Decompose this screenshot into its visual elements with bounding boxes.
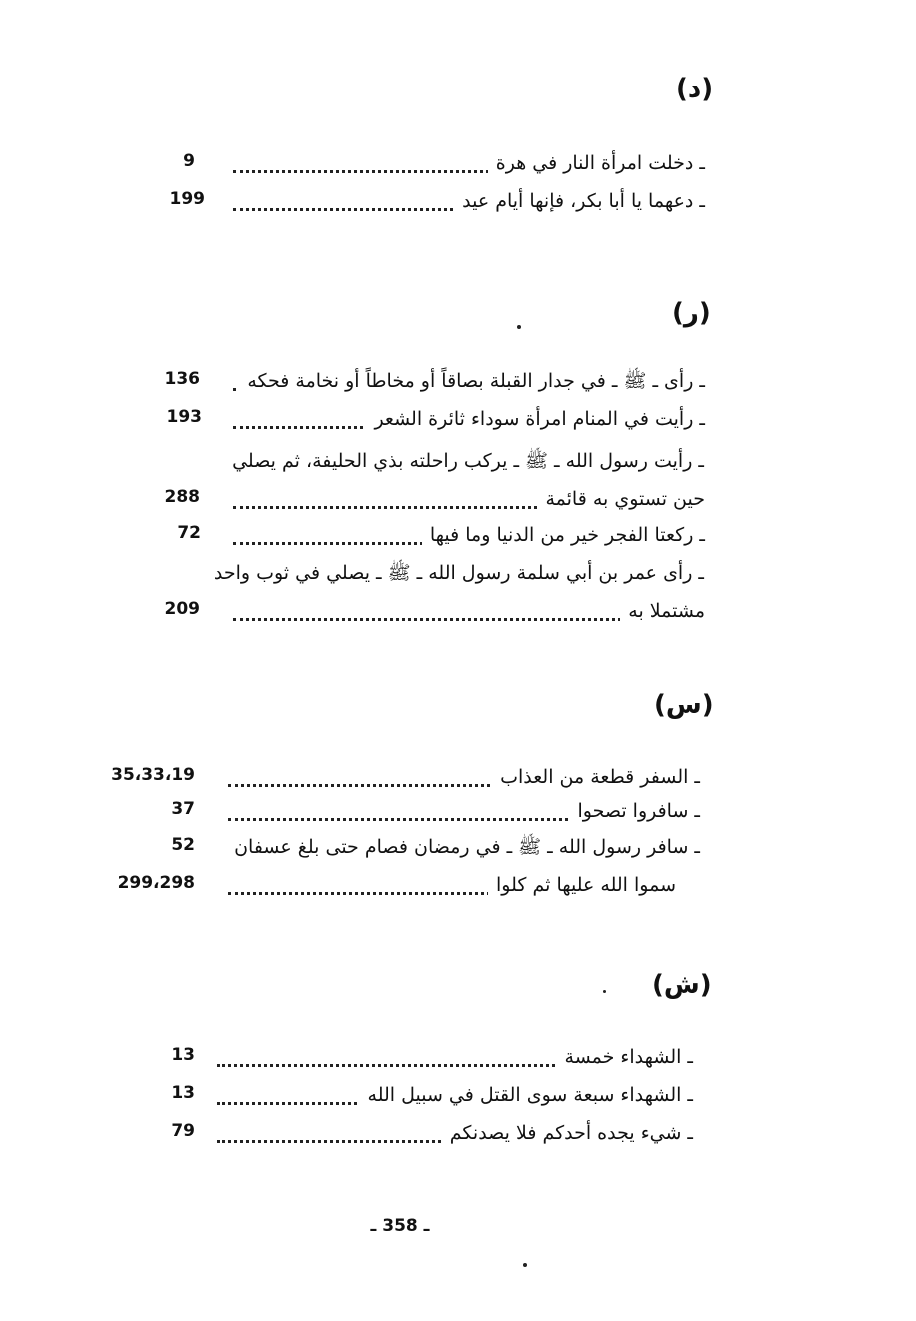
page-number: 37: [171, 799, 195, 819]
section-heading-dal: (د): [676, 74, 714, 104]
index-entry: [165, 186, 705, 216]
page-number: 52: [171, 835, 195, 855]
entry-text: سموا الله عليها ثم كلوا: [488, 870, 676, 900]
entry-text: ـ الشهداء سبعة سوى القتل في سبيل الله: [360, 1080, 693, 1110]
scan-speck: [603, 990, 606, 993]
page-footer-number: ـ 358 ـ: [370, 1216, 430, 1236]
index-entry: [165, 796, 700, 826]
page-number: 199: [169, 189, 205, 209]
entry-text: ـ شيء يجده أحدكم فلا يصدنكم: [442, 1118, 693, 1148]
section-heading-sin: (س): [654, 690, 714, 720]
entry-text: ـ رأيت في المنام امرأة سوداء ثائرة الشعر: [366, 404, 705, 434]
page-number: 209: [164, 599, 200, 619]
section-heading-shin: (ش): [652, 970, 712, 1000]
page-number: 72: [177, 523, 201, 543]
page-number: 9: [183, 151, 195, 171]
page-number: 13: [171, 1083, 195, 1103]
index-entry: [165, 1080, 693, 1110]
index-entry: [165, 1118, 693, 1148]
section-heading-ra: (ر): [672, 298, 711, 328]
entry-continuation: حين تستوي به قائمة: [537, 484, 705, 514]
page-number: 299،298: [117, 873, 195, 893]
entry-text: ـ رأى عمر بن أبي سلمة رسول الله ـ ﷺ ـ يصلي في ثوب واحد: [213, 562, 704, 584]
index-entry: [165, 404, 705, 434]
entry-text: ـ رأى ـ ﷺ ـ في جدار القبلة بصاقاً أو مخاطاً أو نخامة فحكه: [239, 366, 705, 396]
index-entry: [165, 1042, 693, 1072]
entry-text: ـ السفر قطعة من العذاب: [492, 762, 700, 792]
index-entry: [165, 366, 705, 396]
entry-continuation: مشتملا به: [620, 596, 705, 626]
index-entry: [165, 148, 705, 178]
page-number: 193: [166, 407, 202, 427]
page-number: 13: [171, 1045, 195, 1065]
scan-speck: [517, 325, 521, 329]
index-entry: [110, 870, 676, 900]
entry-text: ـ دعهما يا أبا بكر، فإنها أيام عيد: [454, 186, 705, 216]
index-entry: [165, 484, 705, 514]
entry-text: ـ ركعتا الفجر خير من الدنيا وما فيها: [422, 520, 705, 550]
index-entry: [165, 596, 705, 626]
page-number: 288: [164, 487, 200, 507]
entry-text: ـ الشهداء خمسة: [557, 1042, 693, 1072]
entry-text: ـ سافر رسول الله ـ ﷺ ـ في رمضان فصام حتى بلغ عسفان: [226, 832, 700, 862]
page-number: 136: [164, 369, 200, 389]
entry-text: ـ دخلت امرأة النار في هرة: [488, 148, 705, 178]
page-number: 79: [171, 1121, 195, 1141]
scan-speck: [523, 1263, 527, 1267]
index-entry: [165, 520, 705, 550]
index-entry: [165, 832, 700, 862]
index-entry: [110, 762, 700, 792]
page-number: 35،33،19: [111, 765, 195, 785]
entry-text: ـ سافروا تصحوا: [570, 796, 701, 826]
entry-text: ـ رأيت رسول الله ـ ﷺ ـ يركب راحلته بذي الحليفة، ثم يصلي: [232, 450, 704, 472]
